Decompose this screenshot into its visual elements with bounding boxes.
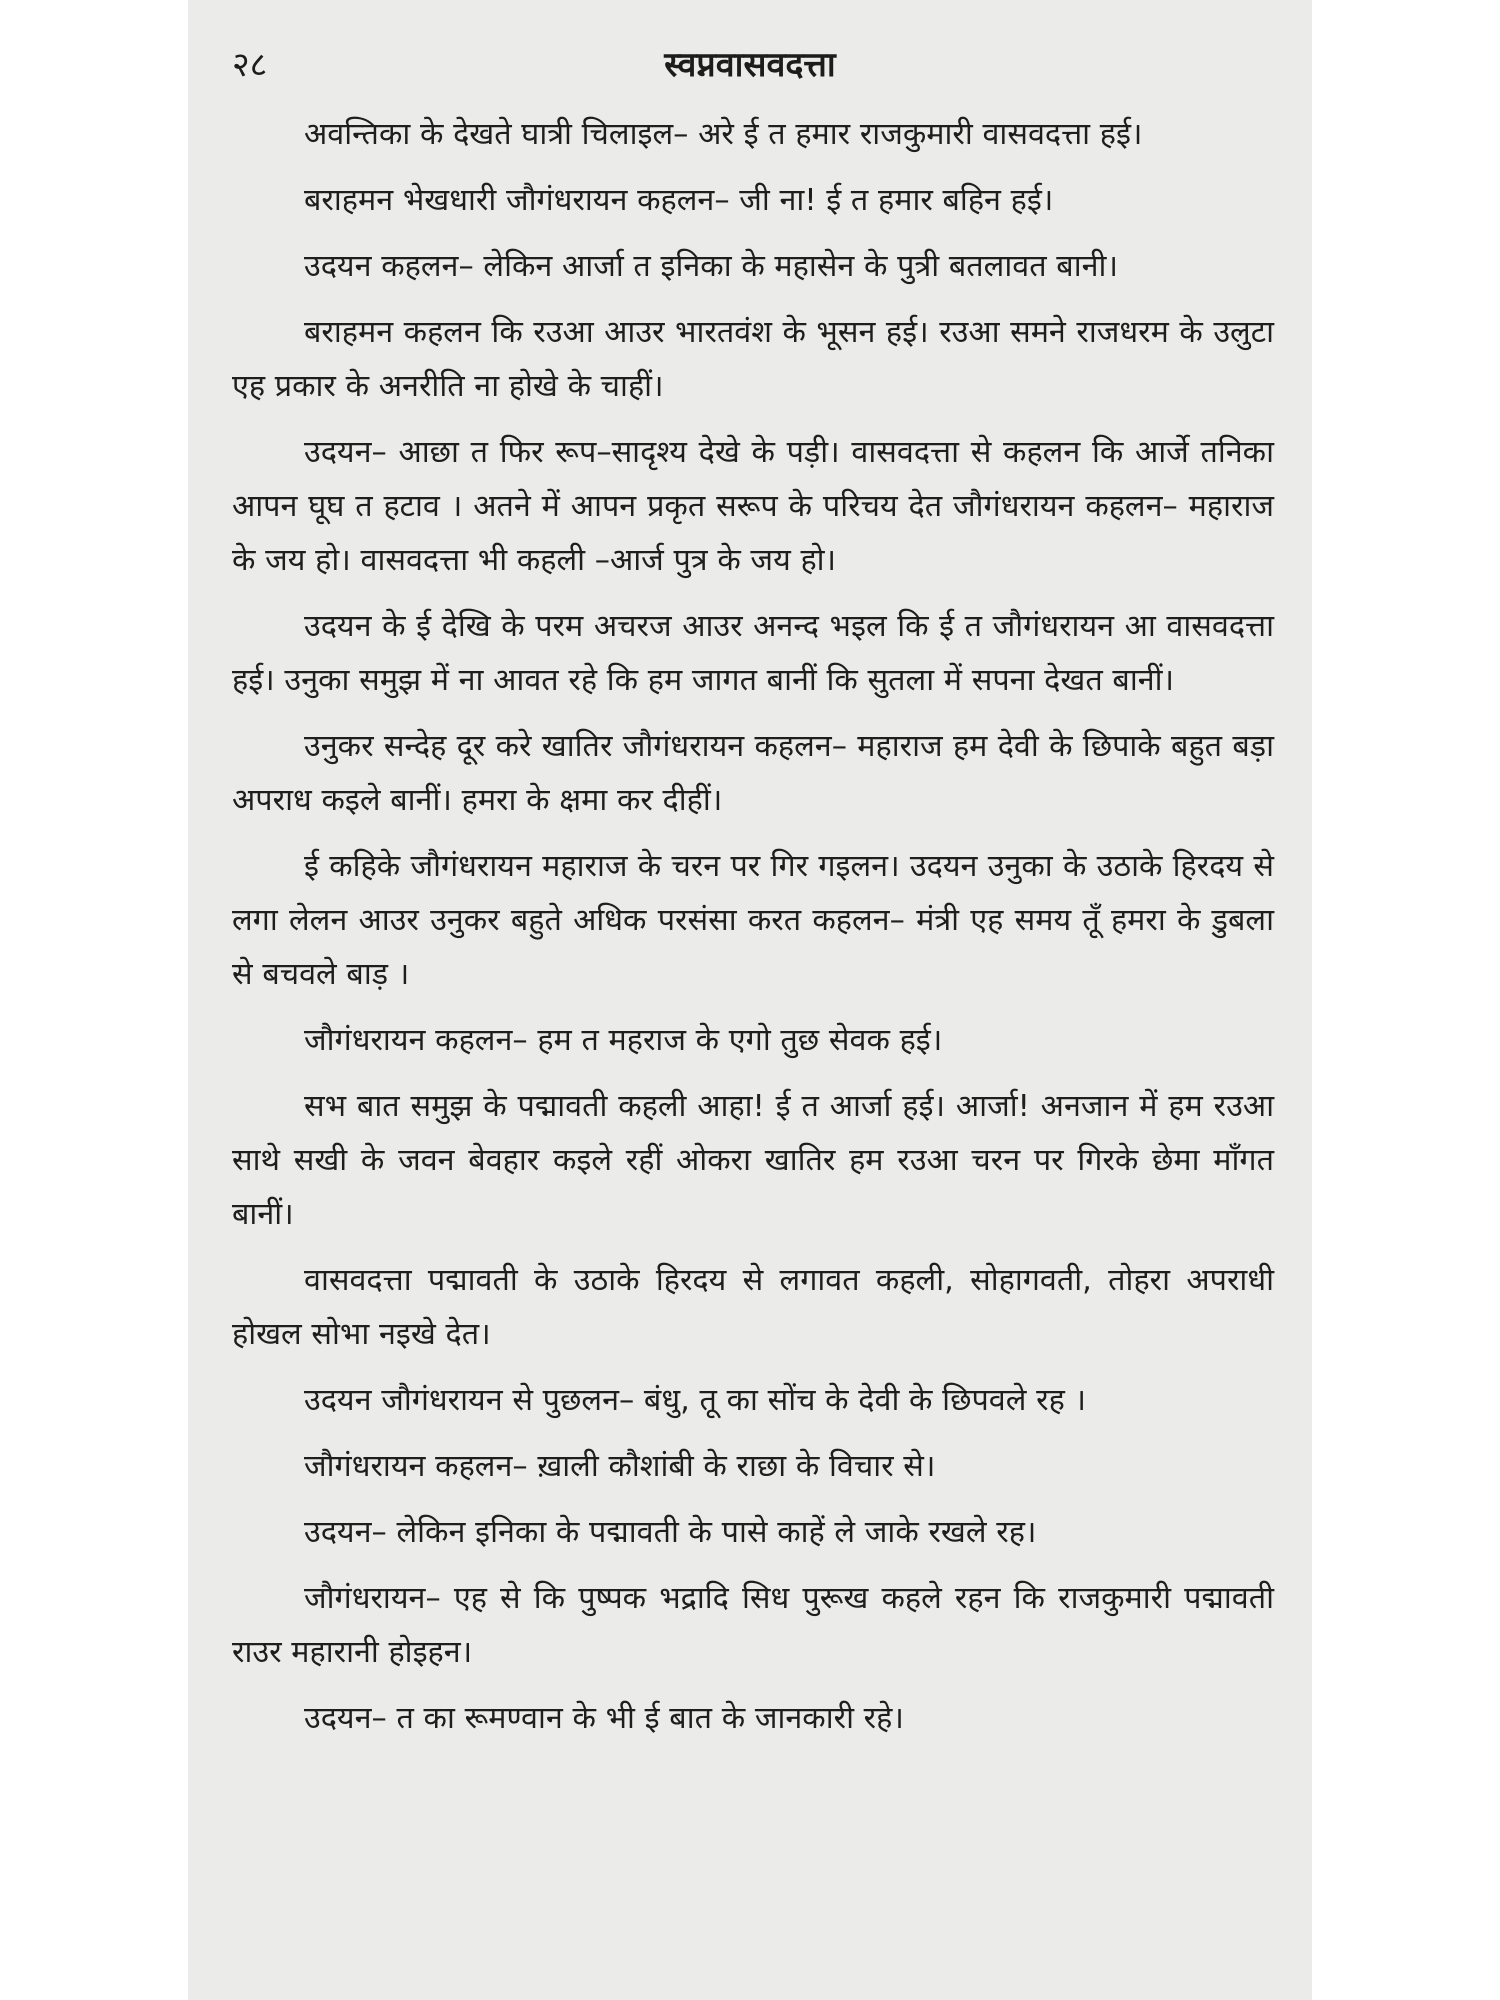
paragraph: उदयन कहलन– लेकिन आर्जा त इनिका के महासेन के पुत्री बतलावत बानी।	[304, 249, 1119, 284]
paragraph: जौगंधरायन कहलन– हम त महराज के एगो तुछ सेवक हई।	[304, 1023, 943, 1058]
paragraph: उनुकर सन्देह दूर करे खातिर जौगंधरायन कहलन– महाराज हम देवी के छिपाके बहुत बड़ा अपराध कइले बानीं। हमरा के क्षमा कर दीहीं।	[232, 729, 1274, 818]
paragraph: बराहमन भेखधारी जौगंधरायन कहलन– जी ना! ई त हमार बहिन हई।	[304, 183, 1054, 218]
paragraph: अवन्तिका के देखते घात्री चिलाइल– अरे ई त हमार राजकुमारी वासवदत्ता हई।	[304, 117, 1143, 152]
paragraph: उदयन– आछा त फिर रूप–सादृश्य देखे के पड़ी। वासवदत्ता से कहलन कि आर्जे तनिका आपन घूघ त हटाव । अतने में आपन प्रकृत सरूप के परिचय देत जौगंधरायन कहलन– महाराज के जय हो। वासवदत्ता भी कहली –आर्ज पुत्र के जय हो।	[232, 435, 1274, 578]
body-text	[232, 108, 1274, 1758]
paragraph: बराहमन कहलन कि रउआ आउर भारतवंश के भूसन हई। रउआ समने राजधरम के उलुटा एह प्रकार के अनरीति ना होखे के चाहीं।	[232, 315, 1274, 404]
book-page	[188, 0, 1312, 2000]
paragraph: उदयन के ई देखि के परम अचरज आउर अनन्द भइल कि ई त जौगंधरायन आ वासवदत्ता हई। उनुका समुझ में ना आवत रहे कि हम जागत बानीं कि सुतला में सपना देखत बानीं।	[232, 609, 1274, 698]
paragraph: उदयन– त का रूमण्वान के भी ई बात के जानकारी रहे।	[304, 1701, 904, 1736]
paragraph: उदयन जौगंधरायन से पुछलन– बंधु, तू का सोंच के देवी के छिपवले रह ।	[304, 1383, 1087, 1418]
paragraph: जौगंधरायन कहलन– ख़ाली कौशांबी के राछा के विचार से।	[304, 1449, 936, 1484]
paragraph: उदयन– लेकिन इनिका के पद्मावती के पासे काहें ले जाके रखले रह।	[304, 1515, 1037, 1550]
page-number: २८	[232, 45, 268, 85]
running-title: स्वप्नवासवदत्ता	[664, 45, 836, 85]
page-header	[188, 40, 1312, 100]
paragraph: ई कहिके जौगंधरायन महाराज के चरन पर गिर गइलन। उदयन उनुका के उठाके हिरदय से लगा लेलन आउर उनुकर बहुते अधिक परसंसा करत कहलन– मंत्री एह समय तूँ हमरा के डुबला से बचवले बाड़ ।	[232, 849, 1274, 992]
paragraph: वासवदत्ता पद्मावती के उठाके हिरदय से लगावत कहली, सोहागवती, तोहरा अपराधी होखल सोभा नइखे देत।	[232, 1263, 1274, 1352]
paragraph: सभ बात समुझ के पद्मावती कहली आहा! ई त आर्जा हई। आर्जा! अनजान में हम रउआ साथे सखी के जवन बेवहार कइले रहीं ओकरा खातिर हम रउआ चरन पर गिरके छेमा माँगत बानीं।	[232, 1089, 1274, 1232]
paragraph: जौगंधरायन– एह से कि पुष्पक भद्रादि सिध पुरूख कहले रहन कि राजकुमारी पद्मावती राउर महारानी होइहन।	[232, 1581, 1274, 1670]
